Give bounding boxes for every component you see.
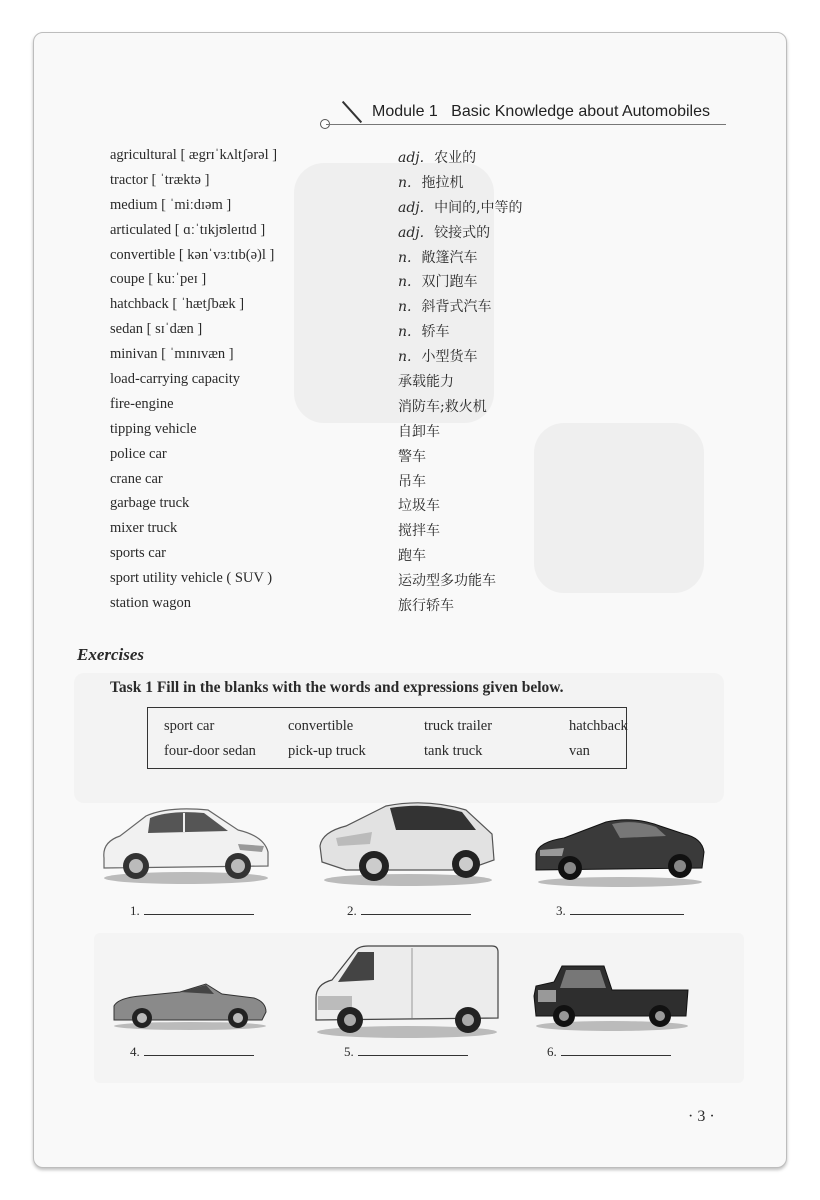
sedan-car-image [98,800,273,885]
chinese-meaning: 跑车 [398,548,426,565]
running-header [372,103,710,121]
header-rule [326,124,726,125]
vocabulary-term: tractor [ ˈtræktə ] [110,171,210,188]
vocabulary-definition [398,595,454,615]
blank-number: 1. [130,903,140,918]
word-bank-item: van [569,743,590,759]
chinese-meaning: 轿车 [421,324,450,341]
answer-blank-5[interactable] [344,1043,468,1060]
chinese-meaning: 运动型多功能车 [398,573,496,590]
word-bank-item: truck trailer [424,718,493,734]
vocabulary-term: articulated [ ɑːˈtɪkjʊleɪtɪd ] [110,221,266,238]
vocabulary-term: agricultural [ ægrɪˈkʌltʃərəl ] [110,147,278,163]
vocabulary-term: minivan [ ˈmɪnɪvæn ] [110,346,234,363]
module-label: Module 1 [372,103,438,120]
word-bank-item: four-door sedan [164,743,256,759]
word-bank-item: pick-up truck [288,743,366,759]
part-of-speech: n. [398,324,412,341]
blank-number: 5. [344,1044,354,1059]
chinese-meaning: 旅行轿车 [398,598,454,615]
vocabulary-term: sport utility vehicle ( SUV ) [110,570,273,587]
vocabulary-term: police car [110,445,167,462]
sport-car-image [534,812,706,888]
answer-blank-6[interactable] [547,1043,671,1060]
chinese-meaning: 双门跑车 [421,274,478,291]
chinese-meaning: 消防车;救火机 [398,398,487,415]
part-of-speech: n. [398,274,412,291]
vocabulary-definition [398,520,440,540]
vocabulary-term: crane car [110,470,163,487]
exercises-heading: Exercises [77,645,145,664]
chinese-meaning: 农业的 [434,150,477,166]
blank-number: 3. [556,903,566,918]
blank-number: 6. [547,1044,557,1059]
vocabulary-definition [398,271,477,291]
pickup-truck-image [532,960,690,1032]
module-title: Basic Knowledge about Automobiles [451,103,711,120]
vocabulary-definition [398,321,449,341]
vocabulary-term: medium [ ˈmiːdɪəm ] [110,196,232,213]
vocabulary-term: sedan [ sɪˈdæn ] [110,321,203,338]
chinese-meaning: 中间的,中等的 [434,199,523,216]
vocabulary-term: coupe [ kuːˈpeɪ ] [110,271,207,288]
vocabulary-term: sports car [110,545,166,562]
blank-number: 2. [347,903,357,918]
chinese-meaning: 承载能力 [398,374,454,391]
answer-blank-1[interactable] [130,902,254,919]
vocabulary-definition [398,446,426,466]
vocabulary-definition [398,570,496,590]
chinese-meaning: 吊车 [398,473,426,490]
task-1-instruction: Task 1 Fill in the blanks with the words and expressions given below. [110,679,564,696]
chinese-meaning: 铰接式的 [434,224,491,241]
part-of-speech: adj. [398,199,425,216]
word-bank-item: sport car [164,718,215,734]
vocabulary-term: garbage truck [110,495,190,512]
word-bank-item: tank truck [424,743,483,759]
vocabulary-definition [398,396,487,416]
chinese-meaning: 拖拉机 [421,174,464,191]
part-of-speech: adj. [398,224,425,241]
blank-number: 4. [130,1044,140,1059]
chinese-meaning: 垃圾车 [398,498,440,515]
vocabulary-term: tipping vehicle [110,420,197,437]
vocabulary-term: load-carrying capacity [110,371,241,388]
vocabulary-definition [398,421,440,441]
chinese-meaning: 警车 [398,448,426,465]
chinese-meaning: 自卸车 [398,423,440,440]
vocabulary-definition [398,172,463,192]
part-of-speech: n. [398,249,412,266]
part-of-speech: adj. [398,150,425,166]
vocabulary-definition [398,247,477,267]
chinese-meaning: 斜背式汽车 [421,299,492,316]
chinese-meaning: 小型货车 [421,349,478,366]
chinese-meaning: 搅拌车 [398,523,440,540]
vocabulary-term: hatchback [ ˈhætʃbæk ] [110,296,245,313]
vocabulary-definition [398,545,426,565]
answer-blank-3[interactable] [556,902,684,919]
vocabulary-definition [398,296,491,316]
vocabulary-definition [398,495,440,515]
word-bank-box [147,707,627,769]
answer-blank-2[interactable] [347,902,471,919]
word-bank-item: hatchback [569,718,628,734]
vocabulary-definition [398,147,476,167]
vocabulary-definition [398,346,477,366]
part-of-speech: n. [398,349,412,366]
van-image [312,940,502,1040]
part-of-speech: n. [398,174,412,191]
part-of-speech: n. [398,299,412,316]
vocabulary-term: convertible [ kənˈvɜːtɪb(ə)l ] [110,246,275,263]
hatchback-car-image [316,796,498,888]
answer-blank-4[interactable] [130,1043,254,1060]
vocabulary-term: mixer truck [110,520,178,537]
convertible-car-image [110,976,268,1032]
chinese-meaning: 敞篷汽车 [421,249,478,266]
page-number: · 3 · [688,1108,715,1125]
vocabulary-definition [398,197,523,217]
vocabulary-term: fire-engine [110,395,174,412]
vocabulary-definition [398,471,426,491]
vocabulary-definition [398,222,490,242]
vocabulary-term: station wagon [110,595,191,612]
vocabulary-definition [398,371,454,391]
word-bank-item: convertible [288,718,354,734]
